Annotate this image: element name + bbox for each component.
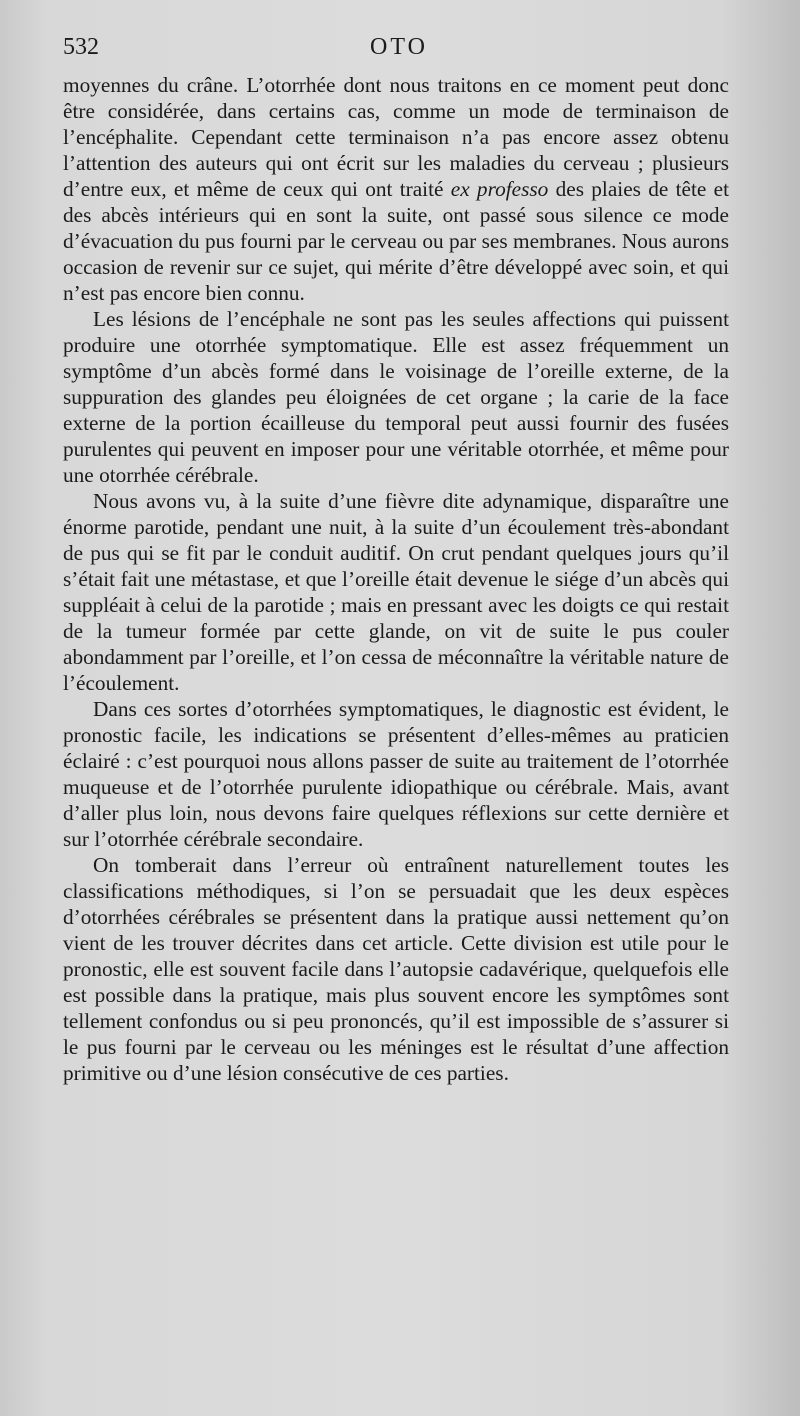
paragraph-2: Les lésions de l’encéphale ne sont pas les seules affections qui puissent produire une otorrhée symptomatique. Elle est assez fréquemment un symptôme d’un abcès formé dans le voisinage de l’oreille externe, de la suppuration des glandes peu éloignées de cet organe ; la carie de la face externe de la portion écailleuse du temporal peut aussi fournir des fusées purulentes qui peuvent en imposer pour une véritable otorrhée, et même pour une otorrhée cérébrale.	[63, 307, 729, 487]
page-number: 532	[63, 34, 99, 60]
italic-phrase: ex professo	[450, 177, 549, 201]
paragraph-3: Nous avons vu, à la suite d’une fièvre dite adynamique, disparaître une énorme parotide, pendant une nuit, à la suite d’un écoulement très-abondant de pus qui se fit par le conduit auditif. On crut pendant quelques jours qu’il s’était fait une métastase, et que l’oreille était devenue le siége d’un abcès qui suppléait à celui de la parotide ; mais en pressant avec les doigts ce qui restait de la tumeur formée par cette glande, on vit de suite le pus couler abondamment par l’oreille, et l’on cessa de méconnaître la véritable nature de l’écoulement.	[63, 489, 729, 695]
paragraph-5: On tomberait dans l’erreur où entraînent naturellement toutes les classifications méthodiques, si l’on se persuadait que les deux espèces d’otorrhées cérébrales se présentent dans la pratique aussi nettement qu’on vient de les trouver décrites dans cet article. Cette division est utile pour le pronostic, elle est souvent facile dans l’autopsie cadavérique, quelquefois elle est possible dans la pratique, mais plus souvent encore les symptômes sont tellement confondus ou si peu prononcés, qu’il est impossible de s’assurer si le pus fourni par le cerveau ou les méninges est le résultat d’une affection primitive ou d’une lésion consécutive de ces parties.	[63, 853, 729, 1085]
running-head: OTO	[370, 34, 428, 60]
paragraph-1-start: moyennes du crâne. L’otorrhée dont nous traitons en ce moment peut donc être considérée, dans certains cas, comme un mode de terminaison de l’encéphalite. Cependant cette terminaison n’a pas encore assez obtenu l’attention des auteurs qui ont écrit sur les maladies du cerveau ; plusieurs d’entre eux, et même de ceux qui ont traité	[63, 73, 729, 201]
body-text	[63, 72, 729, 1086]
page-header	[63, 34, 735, 70]
paragraph-1	[63, 72, 729, 306]
paragraph-1-end: des plaies de tête et des abcès intérieurs qui en sont la suite, ont passé sous silence ce mode d’évacuation du pus fourni par le cerveau ou par ses membranes. Nous aurons occasion de revenir sur ce sujet, qui mérite d’être développé avec soin, et qui n’est pas encore bien connu.	[63, 177, 729, 305]
paragraph-4: Dans ces sortes d’otorrhées symptomatiques, le diagnostic est évident, le pronostic facile, les indications se présentent d’elles-mêmes au praticien éclairé : c’est pourquoi nous allons passer de suite au traitement de l’otorrhée muqueuse et de l’otorrhée purulente idiopathique ou cérébrale. Mais, avant d’aller plus loin, nous devons faire quelques réflexions sur cette dernière et sur l’otorrhée cérébrale secondaire.	[63, 697, 729, 851]
